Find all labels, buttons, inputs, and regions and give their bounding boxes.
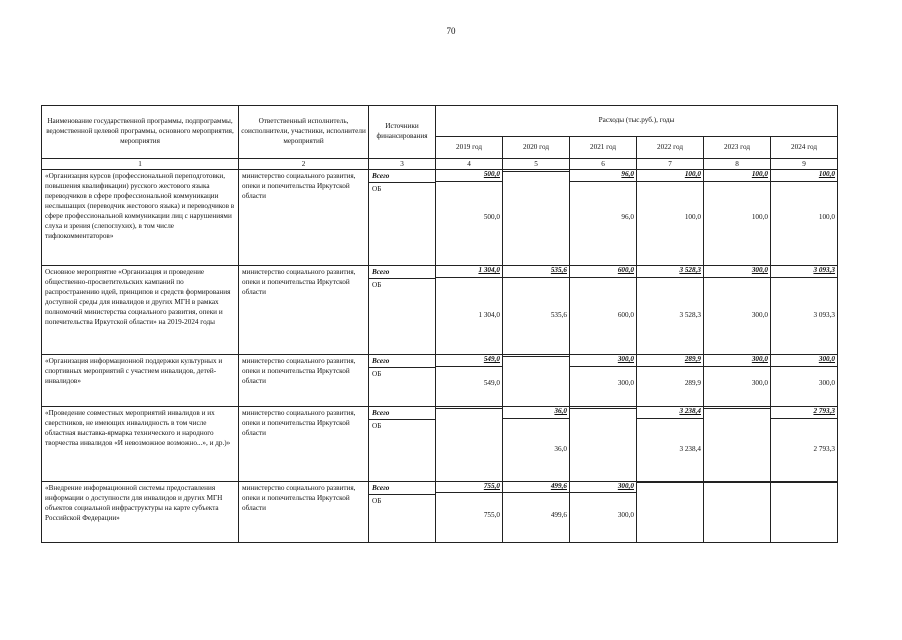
expense-stack [570, 407, 636, 445]
expense-ob: 100,0 [704, 181, 770, 223]
expense-ob: 36,0 [503, 418, 569, 455]
expense-cell [570, 482, 637, 543]
table-row [42, 407, 838, 482]
expense-stack [637, 266, 703, 321]
column-index: 2 [239, 159, 369, 170]
expense-cell [570, 407, 637, 482]
header-year: 2024 год [771, 137, 838, 159]
expense-cell [771, 266, 838, 355]
expense-ob [503, 171, 569, 213]
header-year: 2023 год [704, 137, 771, 159]
header-source: Источники финансирования [369, 106, 436, 159]
expense-cell [503, 355, 570, 407]
responsible-executor: министерство социального развития, опеки и попечительства Иркутской области [239, 482, 369, 543]
expense-ob [704, 482, 770, 511]
expense-total: 2 793,3 [813, 407, 836, 415]
expense-total: 300,0 [617, 482, 634, 490]
expense-stack [503, 170, 569, 213]
funding-source-stack [369, 482, 435, 525]
expense-total: 300,0 [617, 355, 634, 363]
funding-source-total: Всего [372, 409, 390, 417]
expense-cell [436, 266, 503, 355]
expense-ob [704, 408, 770, 445]
expense-stack [436, 170, 502, 223]
header-year: 2022 год [637, 137, 704, 159]
expense-total: 535,6 [550, 266, 567, 274]
expense-cell [436, 482, 503, 543]
funding-source-total: Всего [372, 484, 390, 492]
funding-source-ob: ОБ [369, 182, 435, 226]
expense-cell [637, 355, 704, 407]
expense-cell [771, 355, 838, 407]
expense-stack [570, 355, 636, 389]
expense-cell [704, 355, 771, 407]
funding-source-ob: ОБ [369, 278, 435, 324]
responsible-executor: министерство социального развития, опеки и попечительства Иркутской области [239, 170, 369, 266]
column-index: 3 [369, 159, 436, 170]
expense-ob: 300,0 [570, 366, 636, 389]
funding-source-cell [369, 482, 436, 543]
expense-stack [436, 482, 502, 521]
expense-cell [637, 170, 704, 266]
table-row [42, 355, 838, 407]
expense-cell [637, 266, 704, 355]
expense-cell [503, 170, 570, 266]
expense-total: 500,0 [483, 170, 500, 178]
expense-cell [771, 482, 838, 543]
expense-cell [436, 355, 503, 407]
funding-source-ob: ОБ [369, 419, 435, 458]
expense-cell [436, 170, 503, 266]
expense-total: 1 304,0 [478, 266, 500, 274]
expense-total: 100,0 [751, 170, 768, 178]
table-body [42, 170, 838, 543]
expense-cell [503, 482, 570, 543]
header-name: Наименование государственной программы, подпрограммы, ведомственной целевой программы, основного мероприятия, мероприятия [42, 106, 239, 159]
expense-total: 499,6 [550, 482, 567, 490]
expense-total: 3 528,3 [679, 266, 701, 274]
expense-ob: 96,0 [570, 181, 636, 223]
expense-ob: 1 304,0 [436, 277, 502, 321]
expense-stack [570, 266, 636, 321]
column-index: 7 [637, 159, 704, 170]
expense-total: 3 238,4 [679, 407, 701, 415]
funding-source-total: Всего [372, 268, 390, 276]
expense-total: 600,0 [617, 266, 634, 274]
header-year: 2021 год [570, 137, 637, 159]
expense-ob: 289,9 [637, 366, 703, 389]
expense-total: 300,0 [818, 355, 836, 363]
funding-source-cell [369, 266, 436, 355]
expense-cell [570, 266, 637, 355]
expense-stack [771, 355, 837, 389]
column-index: 9 [771, 159, 838, 170]
expense-total: 3 093,3 [813, 266, 836, 274]
funding-source-cell [369, 170, 436, 266]
column-index-row [42, 159, 838, 170]
expense-stack [704, 266, 770, 321]
column-index: 4 [436, 159, 503, 170]
expense-cell [704, 482, 771, 543]
expense-cell [637, 482, 704, 543]
funding-source-total: Всего [372, 357, 390, 365]
responsible-executor: министерство социального развития, опеки и попечительства Иркутской области [239, 266, 369, 355]
expense-ob: 300,0 [771, 366, 837, 389]
expense-stack [704, 355, 770, 389]
expense-stack [637, 170, 703, 223]
expense-stack [771, 482, 837, 511]
expense-ob [637, 482, 703, 511]
measure-name: «Проведение совместных мероприятий инвалидов и их сверстников, не имеющих инвалидность в том числе областная выставка-ярмарка технического и народного творчества инвалидов «И невозможное возможно...», и др.)» [42, 407, 239, 482]
expense-ob [503, 356, 569, 379]
page-number: 70 [446, 26, 456, 36]
expense-cell [503, 266, 570, 355]
expense-stack [570, 170, 636, 223]
funding-source-ob: ОБ [369, 367, 435, 392]
expense-cell [436, 407, 503, 482]
expense-total: 36,0 [554, 407, 567, 415]
expense-stack [436, 355, 502, 389]
expense-total: 289,9 [684, 355, 701, 363]
header-expenses: Расходы (тыс.руб.), годы [436, 106, 838, 137]
expense-cell [570, 170, 637, 266]
expense-stack [637, 482, 703, 511]
expense-stack [771, 407, 837, 455]
expense-total: 100,0 [818, 170, 836, 178]
expense-cell [771, 407, 838, 482]
table-row [42, 170, 838, 266]
responsible-executor: министерство социального развития, опеки и попечительства Иркутской области [239, 355, 369, 407]
funding-source-cell [369, 407, 436, 482]
expense-total: 300,0 [751, 355, 768, 363]
expense-stack [570, 482, 636, 521]
expense-ob: 3 528,3 [637, 277, 703, 321]
expense-total: 96,0 [621, 170, 634, 178]
expense-ob: 549,0 [436, 366, 502, 389]
responsible-executor: министерство социального развития, опеки и попечительства Иркутской области [239, 407, 369, 482]
header-year: 2019 год [436, 137, 503, 159]
expense-cell [637, 407, 704, 482]
expense-total: 300,0 [751, 266, 768, 274]
expense-stack [436, 266, 502, 321]
expense-stack [503, 482, 569, 521]
expense-ob: 100,0 [637, 181, 703, 223]
expense-ob: 300,0 [570, 492, 636, 521]
expense-ob: 755,0 [436, 492, 502, 521]
expense-ob: 3 238,4 [637, 418, 703, 455]
expense-ob: 2 793,3 [771, 418, 837, 455]
expense-total: 755,0 [483, 482, 500, 490]
expense-stack [771, 170, 837, 223]
expense-stack [637, 355, 703, 389]
expense-stack [704, 407, 770, 445]
expense-ob: 600,0 [570, 277, 636, 321]
measure-name: «Внедрение информационной системы предоставления информации о доступности для инвалидов и других МГН объектов социальной инфраструктуры на карте субъекта Российской Федерации» [42, 482, 239, 543]
funding-source-total: Всего [372, 172, 390, 180]
column-index: 1 [42, 159, 239, 170]
expense-ob [436, 408, 502, 445]
expense-stack [503, 266, 569, 321]
expense-stack [436, 407, 502, 445]
column-index: 8 [704, 159, 771, 170]
expenses-table [41, 105, 838, 543]
expense-total: 549,0 [483, 355, 500, 363]
expense-ob: 100,0 [771, 181, 837, 223]
measure-name: «Организация информационной поддержки культурных и спортивных мероприятий с участием инвалидов, детей-инвалидов» [42, 355, 239, 407]
expense-ob [771, 482, 837, 511]
expense-cell [704, 266, 771, 355]
expense-ob: 300,0 [704, 366, 770, 389]
expense-stack [637, 407, 703, 455]
expense-stack [771, 266, 837, 321]
table-row [42, 266, 838, 355]
expense-stack [503, 407, 569, 455]
expense-cell [704, 407, 771, 482]
expense-total: 100,0 [684, 170, 701, 178]
expense-ob [570, 408, 636, 445]
table-row [42, 482, 838, 543]
funding-source-stack [369, 407, 435, 458]
funding-source-stack [369, 170, 435, 226]
expense-cell [570, 355, 637, 407]
funding-source-cell [369, 355, 436, 407]
header-responsible: Ответственный исполнитель, соисполнители, участники, исполнители мероприятий [239, 106, 369, 159]
column-index: 5 [503, 159, 570, 170]
measure-name: «Организация курсов (профессиональной переподготовки, повышения квалификации) русского жестового языка переводчиков в сфере профессиональной коммуникации неслышащих (переводчик жестового языка) и переводчиков в сфере профессиональной коммуникации лиц с нарушениями слуха и зрения (слепоглухих), в том числе тифлокомментаторов» [42, 170, 239, 266]
funding-source-stack [369, 266, 435, 324]
funding-source-ob: ОБ [369, 494, 435, 525]
expense-ob: 3 093,3 [771, 277, 837, 321]
expense-cell [704, 170, 771, 266]
funding-source-stack [369, 355, 435, 392]
header-year: 2020 год [503, 137, 570, 159]
header-row [42, 106, 838, 137]
expense-cell [771, 170, 838, 266]
expense-stack [704, 482, 770, 511]
expense-ob: 300,0 [704, 277, 770, 321]
expense-ob: 535,6 [503, 277, 569, 321]
column-index: 6 [570, 159, 637, 170]
expense-ob: 499,6 [503, 492, 569, 521]
expense-stack [704, 170, 770, 223]
expense-cell [503, 407, 570, 482]
expense-ob: 500,0 [436, 181, 502, 223]
expense-stack [503, 355, 569, 379]
measure-name: Основное мероприятие «Организация и проведение общественно-просветительских кампаний по распространению идей, принципов и средств формирования доступной среды для инвалидов и других МГН в рамках полномочий министерства социального развития, опеки и попечительства Иркутской области» на 2019-2024 годы [42, 266, 239, 355]
